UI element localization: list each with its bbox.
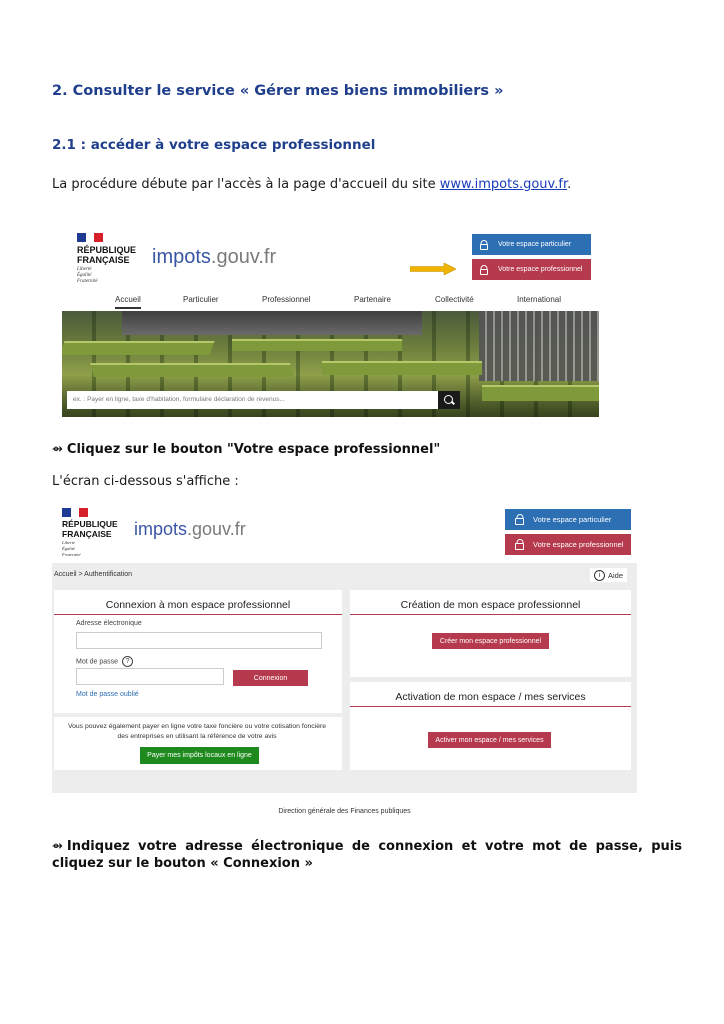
login-card [54, 590, 342, 713]
french-flag-icon [77, 233, 103, 242]
republique-francaise-logo: RÉPUBLIQUE FRANÇAISE [62, 519, 118, 539]
screen-intro: L'écran ci-dessous s'affiche : [52, 474, 239, 489]
activate-card [350, 682, 631, 770]
connexion-button[interactable]: Connexion [233, 670, 308, 686]
espace-professionnel-button[interactable]: Votre espace professionnel [472, 259, 591, 280]
instruction-1: ⇴ Cliquez sur le bouton "Votre espace professionnel" [52, 442, 441, 457]
pointer-arrow-icon: ⇴ [52, 442, 63, 457]
intro-text-after: . [567, 177, 572, 192]
info-icon: i [594, 570, 605, 581]
impots-link[interactable]: www.impots.gouv.fr [439, 177, 568, 192]
nav-collectivite[interactable]: Collectivité [435, 295, 474, 304]
login-card-title: Connexion à mon espace professionnel [105, 599, 291, 611]
create-card-title: Création de mon espace professionnel [400, 599, 581, 611]
email-label: Adresse électronique [76, 620, 142, 627]
section-heading: 2. Consulter le service « Gérer mes biens immobiliers » [52, 83, 504, 99]
nav-particulier[interactable]: Particulier [183, 295, 219, 304]
lock-icon [480, 244, 488, 250]
lock-icon [515, 543, 524, 550]
main-nav [62, 295, 599, 311]
pointer-arrow-icon: ⇴ [52, 839, 63, 854]
nav-professionnel[interactable]: Professionnel [262, 295, 311, 304]
pay-online-note: Vous pouvez également payer en ligne votre taxe foncière ou votre cotisation foncière des entreprises en utilisant la référence de votre avis [67, 723, 327, 740]
pay-online-card [54, 717, 342, 770]
aide-button[interactable]: i Aide [590, 568, 627, 582]
footer: Direction générale des Finances publiques [52, 793, 637, 820]
intro-text-before: La procédure débute par l'accès à la page d'accueil du site [52, 177, 440, 192]
nav-partenaire[interactable]: Partenaire [354, 295, 391, 304]
forgot-password-link[interactable]: Mot de passe oublié [76, 691, 139, 698]
login-screenshot [52, 505, 637, 820]
password-label: Mot de passe ? [76, 656, 133, 667]
pay-taxes-button[interactable]: Payer mes impôts locaux en ligne [140, 747, 259, 764]
create-account-button[interactable]: Créer mon espace professionnel [432, 633, 549, 649]
impots-gouv-logo[interactable]: impots.gouv.fr [134, 519, 246, 539]
homepage-screenshot [62, 225, 599, 417]
espace-particulier-button[interactable]: Votre espace particulier [472, 234, 591, 255]
hero-garden-image [62, 311, 599, 417]
lock-icon [480, 269, 488, 275]
instruction-2: ⇴ Indiquez votre adresse électronique de connexion et votre mot de passe, puis cliquez sur le bouton « Connexion » [52, 839, 682, 871]
search-input[interactable]: ex. : Payer en ligne, taxe d'habitation, formulaire déclaration de revenus... [67, 391, 438, 409]
help-icon[interactable]: ? [122, 656, 133, 667]
subsection-heading: 2.1 : accéder à votre espace professionnel [52, 137, 376, 153]
rf-motto: Liberté Égalité Fraternité [77, 267, 98, 284]
republique-francaise-logo: RÉPUBLIQUE FRANÇAISE [77, 245, 137, 265]
nav-international[interactable]: International [517, 295, 562, 304]
espace-professionnel-button[interactable]: Votre espace professionnel [505, 534, 631, 555]
yellow-arrow-icon [410, 263, 456, 275]
espace-particulier-button[interactable]: Votre espace particulier [505, 509, 631, 530]
nav-accueil[interactable]: Accueil [115, 295, 141, 309]
search-icon[interactable] [438, 391, 460, 409]
activate-card-title: Activation de mon espace / mes services [395, 691, 586, 703]
rf-motto: Liberté Égalité Fraternité [62, 540, 81, 557]
lock-icon [515, 518, 524, 525]
create-account-card [350, 590, 631, 677]
email-field[interactable] [76, 632, 322, 649]
french-flag-icon [62, 508, 88, 517]
intro-paragraph [52, 177, 571, 192]
impots-gouv-logo[interactable]: impots.gouv.fr [152, 246, 277, 268]
breadcrumb: Accueil > Authentification [54, 571, 133, 578]
password-field[interactable] [76, 668, 224, 685]
activate-button[interactable]: Activer mon espace / mes services [428, 732, 551, 748]
